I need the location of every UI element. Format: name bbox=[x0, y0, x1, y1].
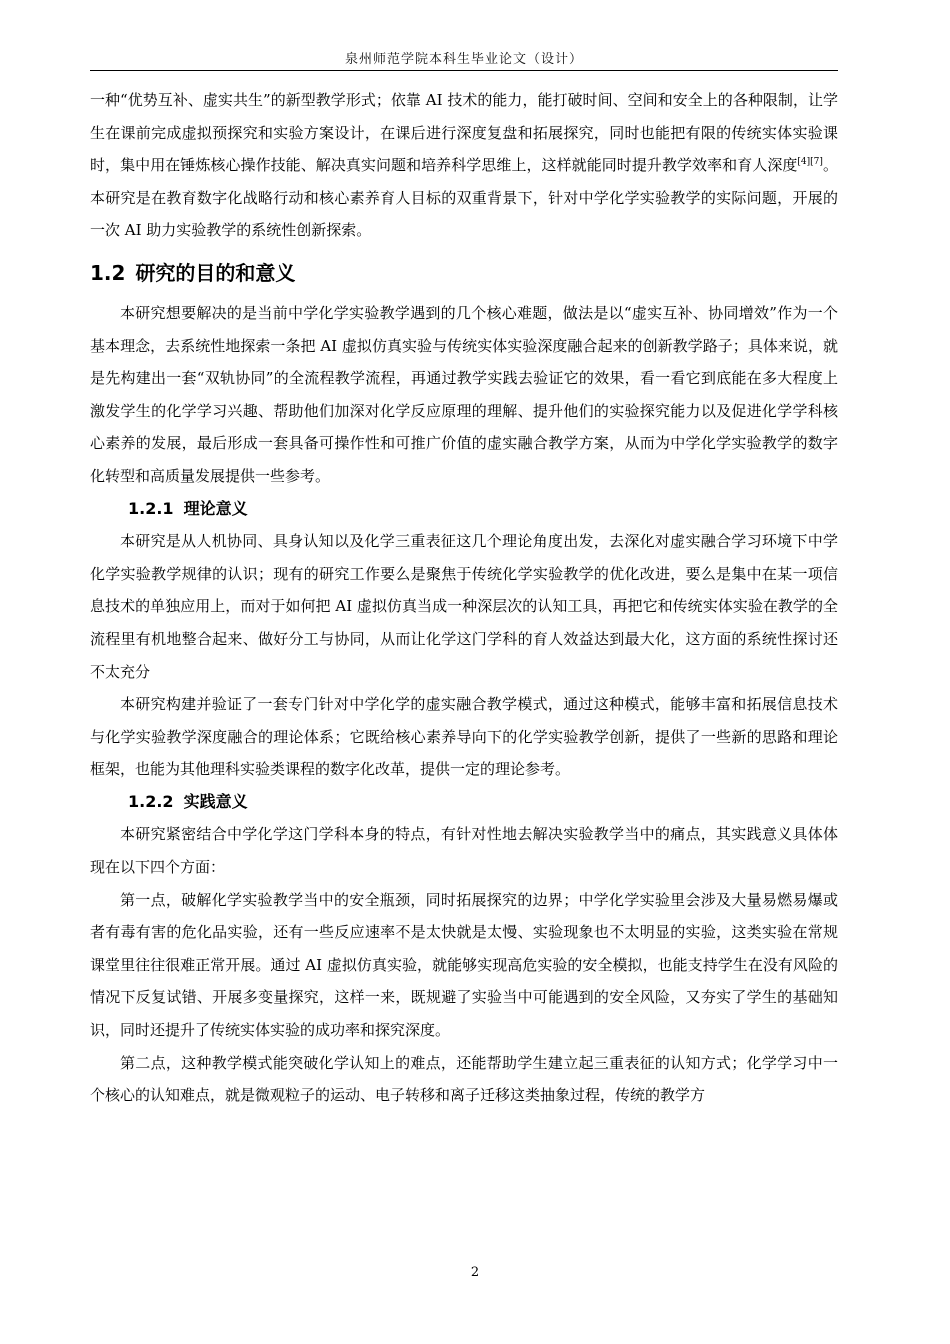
paragraph-purpose: 本研究想要解决的是当前中学化学实验教学遇到的几个核心难题，做法是以“虚实互补、协同增效”作为一个基本理念，去系统性地探索一条把 AI 虚拟仿真实验与传统实体实验深度融合起来的创新教学路子；具体来说，就是先构建出一套“双轨协同”的全流程教学流程，再通过教学实践去验证它的效果，看一看它到底能在多大程度上激发学生的化学学习兴趣、帮助他们加深对化学反应原理的理解、提升他们的实验探究能力以及促进化学学科核心素养的发展，最后形成一套具备可操作性和可推广价值的虚实融合教学方案，从而为中学化学实验教学的数字化转型和高质量发展提供一些参考。 bbox=[90, 303, 838, 485]
paragraph-practice-point-1: 第一点，破解化学实验教学当中的安全瓶颈，同时拓展探究的边界；中学化学实验里会涉及大量易燃易爆或者有毒有害的危化品实验，还有一些反应速率不是太快就是太慢、实验现象也不太明显的实验，这类实验在常规课堂里往往很难正常开展。通过 AI 虚拟仿真实验，就能够实现高危实验的安全模拟，也能支持学生在没有风险的情况下反复试错、开展多变量探究，这样一来，既规避了实验当中可能遇到的安全风险，又夯实了学生的基础知识，同时还提升了传统实体实验的成功率和探究深度。 bbox=[90, 890, 838, 1040]
section-title: 研究的目的和意义 bbox=[135, 260, 296, 285]
subsection-number: 1.2.1 bbox=[128, 498, 174, 518]
header-title: 泉州师范学院本科生毕业论文（设计） bbox=[344, 52, 583, 67]
subsection-heading-1-2-2 bbox=[90, 786, 838, 819]
section-heading-1-2 bbox=[90, 257, 838, 289]
page-header bbox=[90, 30, 838, 71]
paragraph-text: 。本研究是在教育数字化战略行动和核心素养育人目标的双重背景下，针对中学化学实验教学的实际问题，开展的一次 AI 助力实验教学的系统性创新探索。 bbox=[90, 156, 838, 240]
paragraph-theory-2: 本研究构建并验证了一套专门针对中学化学的虚实融合教学模式，通过这种模式，能够丰富和拓展信息技术与化学实验教学深度融合的理论体系；它既给核心素养导向下的化学实验教学创新，提供了一些新的思路和理论框架，也能为其他理科实验类课程的数字化改革，提供一定的理论参考。 bbox=[90, 695, 838, 779]
page-number: 2 bbox=[470, 1265, 480, 1280]
page-body bbox=[90, 84, 838, 1112]
paragraph-theory-1: 本研究是从人机协同、具身认知以及化学三重表征这几个理论角度出发，去深化对虚实融合学习环境下中学化学实验教学规律的认识；现有的研究工作要么是聚焦于传统化学实验教学的优化改进，要么是集中在某一项信息技术的单独应用上，而对于如何把 AI 虚拟仿真当成一种深层次的认知工具，再把它和传统实体实验在教学的全流程里有机地整合起来、做好分工与协同，从而让化学这门学科的育人效益达到最大化，这方面的系统性探讨还不太充分 bbox=[90, 532, 838, 681]
paragraph-practice-point-2: 第二点，这种教学模式能突破化学认知上的难点，还能帮助学生建立起三重表征的认知方式；化学学习中一个核心的认知难点，就是微观粒子的运动、电子转移和离子迁移这类抽象过程，传统的教学方 bbox=[90, 1053, 838, 1105]
section-number: 1.2 bbox=[90, 260, 126, 285]
subsection-heading-1-2-1 bbox=[90, 493, 838, 526]
citation-ref: [4][7] bbox=[797, 157, 823, 168]
paragraph-text: 一种“优势互补、虚实共生”的新型教学形式；依靠 AI 技术的能力，能打破时间、空间和安全上的各种限制，让学生在课前完成虚拟预探究和实验方案设计，在课后进行深度复盘和拓展探究，同时也能把有限的传统实体实验课时，集中用在锤炼核心操作技能、解决真实问题和培养科学思维上，这样就能同时提升教学效率和育人深度 bbox=[90, 91, 838, 175]
subsection-number: 1.2.2 bbox=[128, 791, 174, 811]
subsection-title: 理论意义 bbox=[183, 498, 248, 518]
paragraph-practice-intro: 本研究紧密结合中学化学这门学科本身的特点，有针对性地去解决实验教学当中的痛点，其实践意义具体体现在以下四个方面： bbox=[90, 825, 838, 877]
subsection-title: 实践意义 bbox=[183, 791, 248, 811]
paragraph-intro-continued bbox=[90, 84, 838, 247]
